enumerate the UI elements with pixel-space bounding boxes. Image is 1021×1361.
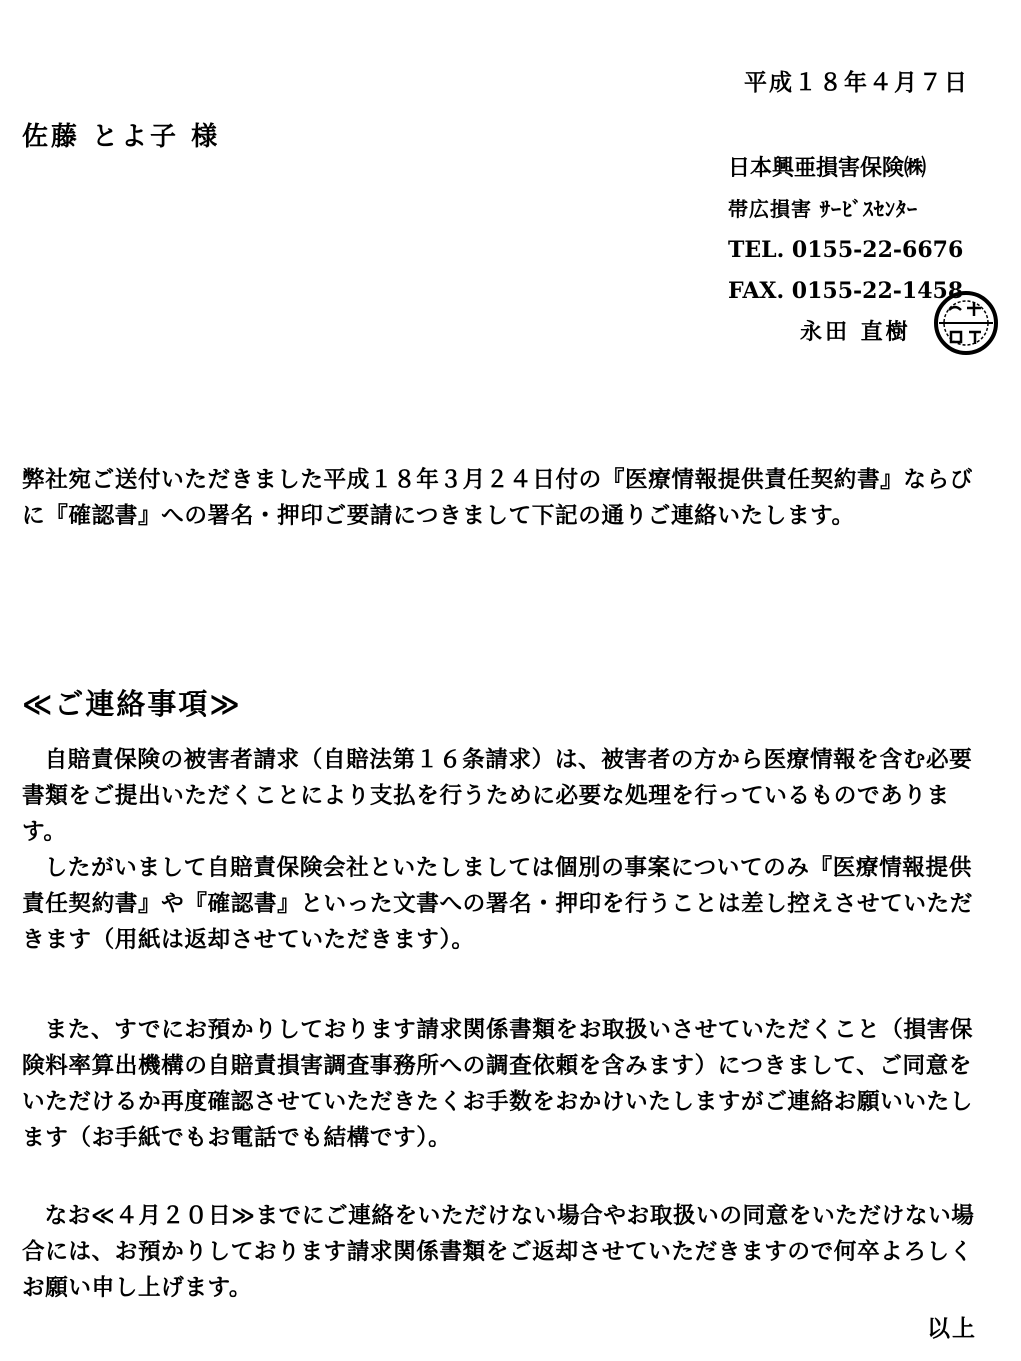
- recipient-name: 佐藤 とよ子 様: [22, 122, 221, 152]
- notice-paragraph-1b: したがいまして自賠責保険会社といたしましては個別の事案についてのみ『医療情報提供責任契約書』や『確認書』といった文書への署名・押印を行うことは差し控えさせていただきます（用紙は返却させていただきます）。: [22, 855, 973, 953]
- sender-branch: 帯広損害 ｻｰﾋﾞｽｾﾝﾀｰ: [728, 197, 918, 221]
- intro-paragraph: 弊社宛ご送付いただきました平成１８年３月２４日付の『医療情報提供責任契約書』ならびに『確認書』への署名・押印ご要請につきまして下記の通りご連絡いたします。: [22, 467, 973, 529]
- personal-seal-stamp: [933, 290, 999, 356]
- notice-paragraph-3: なお≪４月２０日≫までにご連絡をいただけない場合やお取扱いの同意をいただけない場合には、お預かりしております請求関係書類をご返却させていただきますので何卒よろしくお願い申し上げます。: [22, 1203, 975, 1301]
- sender-fax: FAX. 0155-22-1458: [728, 278, 964, 304]
- notice-paragraph-1: [22, 742, 980, 958]
- sender-person: 永田 直樹: [800, 320, 911, 345]
- notice-paragraph-2: また、すでにお預かりしております請求関係書類をお取扱いさせていただくこと（損害保険料率算出機構の自賠責損害調査事務所への調査依頼を含みます）につきまして、ご同意をいただけるか再度確認させていただきたくお手数をおかけいたしますがご連絡お願いいたします（お手紙でもお電話でも結構です）。: [22, 1017, 974, 1151]
- sender-company: 日本興亜損害保険㈱: [728, 156, 927, 181]
- closing-word: 以上: [927, 1316, 977, 1342]
- notice-heading: ≪ご連絡事項≫: [22, 687, 242, 721]
- sender-tel: TEL. 0155-22-6676: [728, 237, 964, 263]
- notice-paragraph-1a: 自賠責保険の被害者請求（自賠法第１６条請求）は、被害者の方から医療情報を含む必要書類をご提出いただくことにより支払を行うために必要な処理を行っているものであります。: [22, 747, 973, 845]
- letter-date: 平成１８年４月７日: [744, 70, 969, 96]
